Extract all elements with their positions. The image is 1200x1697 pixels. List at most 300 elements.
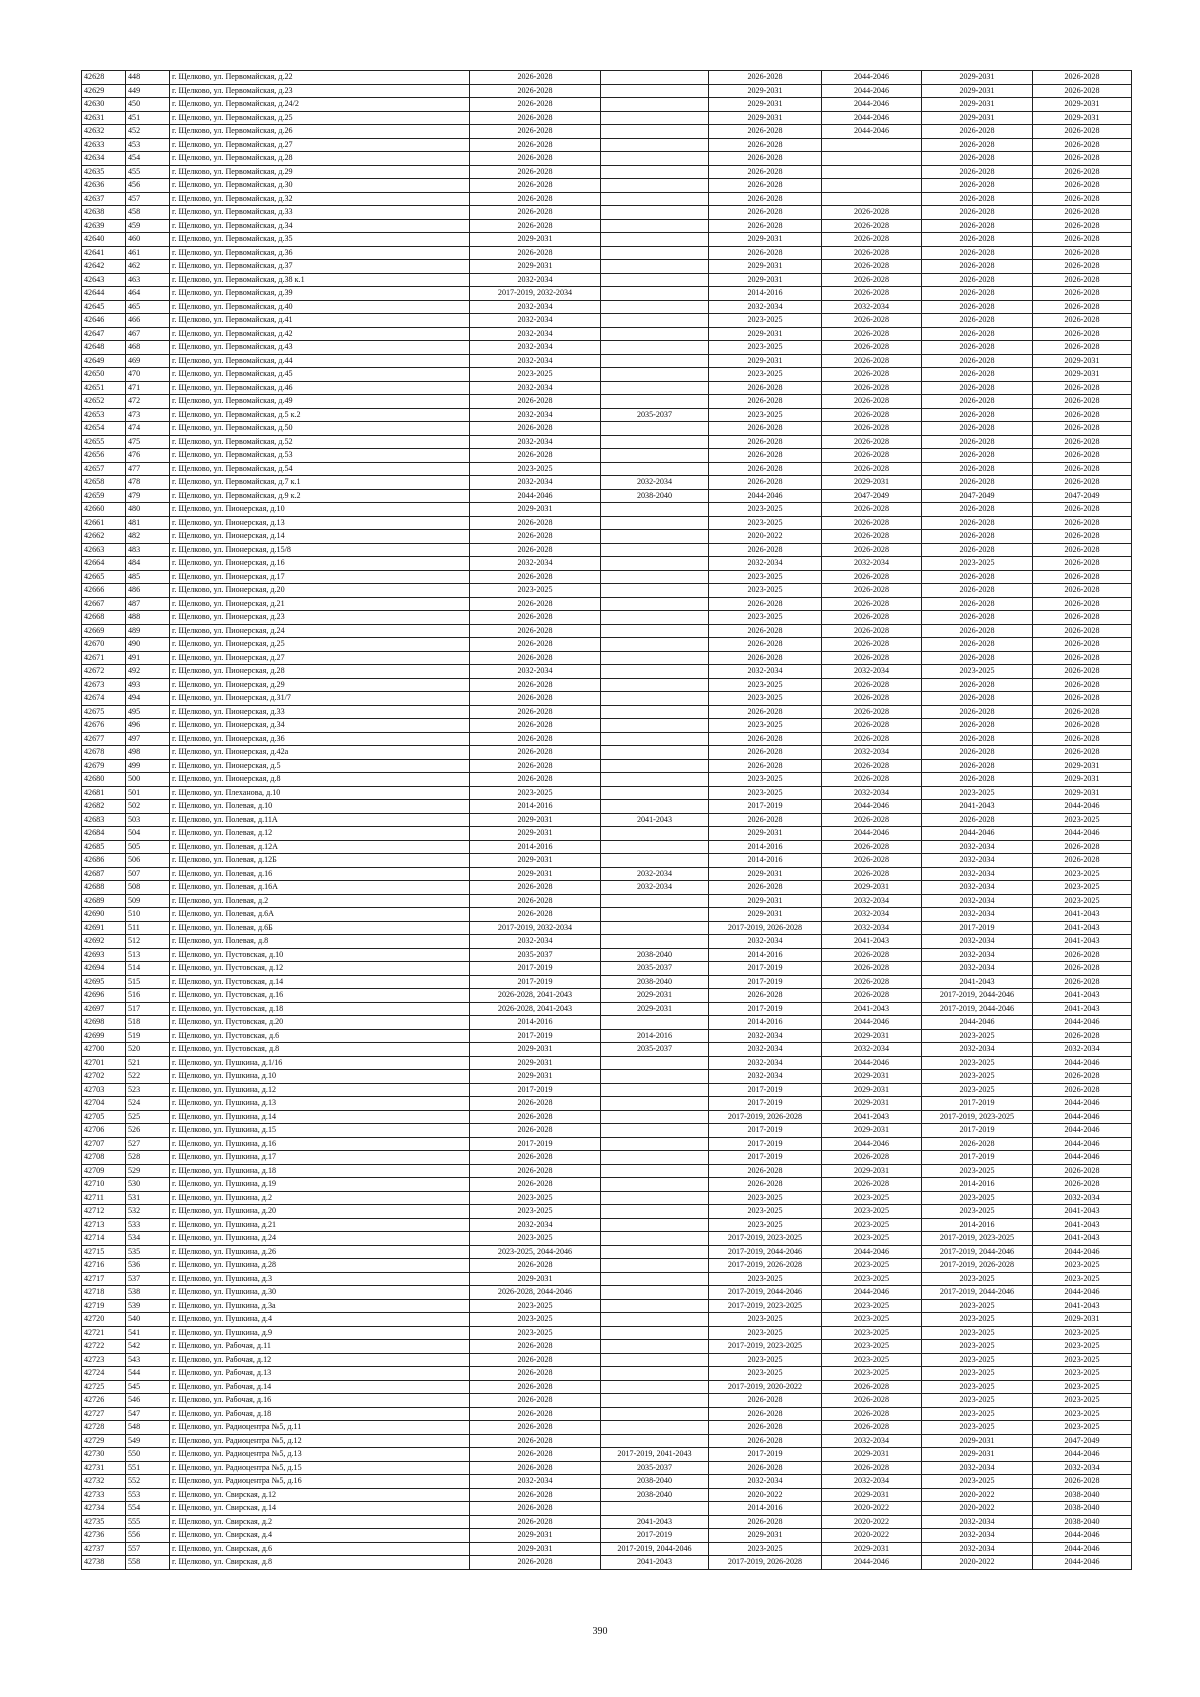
period-cell-2	[601, 935, 709, 949]
table-row	[82, 665, 1132, 679]
period-cell-5: 2026-2028	[922, 395, 1033, 409]
row-number-cell: 471	[126, 381, 170, 395]
period-cell-1: 2029-2031	[470, 1272, 601, 1286]
period-cell-6: 2026-2028	[1033, 692, 1132, 706]
period-cell-4: 2044-2046	[822, 125, 922, 139]
table-row	[82, 1542, 1132, 1556]
row-number-cell: 498	[126, 746, 170, 760]
address-cell: г. Щелково, ул. Пионерская, д.36	[170, 732, 470, 746]
period-cell-3: 2014-2016	[709, 854, 822, 868]
address-cell: г. Щелково, ул. Пионерская, д.14	[170, 530, 470, 544]
table-row	[82, 287, 1132, 301]
row-number-cell: 523	[126, 1083, 170, 1097]
period-cell-4: 2026-2028	[822, 1421, 922, 1435]
period-cell-6: 2026-2028	[1033, 300, 1132, 314]
period-cell-3: 2023-2025	[709, 692, 822, 706]
period-cell-1: 2032-2034	[470, 341, 601, 355]
address-cell: г. Щелково, ул. Пионерская, д.29	[170, 678, 470, 692]
period-cell-2	[601, 705, 709, 719]
period-cell-6: 2044-2046	[1033, 1529, 1132, 1543]
address-cell: г. Щелково, ул. Пушкина, д.28	[170, 1259, 470, 1273]
period-cell-3: 2023-2025	[709, 314, 822, 328]
period-cell-2: 2041-2043	[601, 1556, 709, 1570]
row-id-cell: 42679	[82, 759, 126, 773]
period-cell-4: 2026-2028	[822, 233, 922, 247]
period-cell-3: 2017-2019, 2026-2028	[709, 921, 822, 935]
period-cell-2	[601, 84, 709, 98]
period-cell-4: 2044-2046	[822, 1016, 922, 1030]
row-id-cell: 42700	[82, 1043, 126, 1057]
period-cell-6: 2026-2028	[1033, 341, 1132, 355]
address-cell: г. Щелково, ул. Пушкина, д.2	[170, 1191, 470, 1205]
table-row	[82, 827, 1132, 841]
period-cell-4: 2029-2031	[822, 1488, 922, 1502]
period-cell-6: 2026-2028	[1033, 395, 1132, 409]
period-cell-4: 2026-2028	[822, 584, 922, 598]
period-cell-6: 2044-2046	[1033, 1056, 1132, 1070]
row-number-cell: 551	[126, 1461, 170, 1475]
address-cell: г. Щелково, ул. Пушкина, д.15	[170, 1124, 470, 1138]
address-cell: г. Щелково, ул. Первомайская, д.24/2	[170, 98, 470, 112]
period-cell-4: 2026-2028	[822, 867, 922, 881]
period-cell-2	[601, 1110, 709, 1124]
period-cell-1: 2026-2028	[470, 1367, 601, 1381]
period-cell-6: 2026-2028	[1033, 1164, 1132, 1178]
period-cell-2	[601, 800, 709, 814]
period-cell-4: 2041-2043	[822, 1002, 922, 1016]
table-row	[82, 368, 1132, 382]
period-cell-5: 2032-2034	[922, 1542, 1033, 1556]
table-row	[82, 476, 1132, 490]
period-cell-6: 2041-2043	[1033, 908, 1132, 922]
period-cell-5: 2026-2028	[922, 759, 1033, 773]
row-id-cell: 42715	[82, 1245, 126, 1259]
period-cell-2: 2017-2019, 2041-2043	[601, 1448, 709, 1462]
period-cell-5: 2026-2028	[922, 678, 1033, 692]
period-cell-5: 2026-2028	[922, 246, 1033, 260]
period-cell-1: 2026-2028	[470, 125, 601, 139]
table-row	[82, 1232, 1132, 1246]
period-cell-3: 2023-2025	[709, 570, 822, 584]
address-cell: г. Щелково, ул. Пустовская, д.16	[170, 989, 470, 1003]
period-cell-6: 2044-2046	[1033, 1124, 1132, 1138]
table-row	[82, 516, 1132, 530]
row-number-cell: 468	[126, 341, 170, 355]
period-cell-4: 2044-2046	[822, 111, 922, 125]
period-cell-5: 2029-2031	[922, 1448, 1033, 1462]
row-id-cell: 42639	[82, 219, 126, 233]
period-cell-5: 2026-2028	[922, 530, 1033, 544]
period-cell-3: 2017-2019, 2023-2025	[709, 1340, 822, 1354]
period-cell-1: 2032-2034	[470, 408, 601, 422]
period-cell-3: 2023-2025	[709, 1353, 822, 1367]
period-cell-2	[601, 611, 709, 625]
row-number-cell: 524	[126, 1097, 170, 1111]
period-cell-3: 2023-2025	[709, 1313, 822, 1327]
period-cell-5: 2023-2025	[922, 665, 1033, 679]
period-cell-4: 2029-2031	[822, 1070, 922, 1084]
period-cell-6: 2029-2031	[1033, 759, 1132, 773]
period-cell-4: 2026-2028	[822, 570, 922, 584]
period-cell-1: 2026-2028	[470, 219, 601, 233]
period-cell-4: 2026-2028	[822, 1178, 922, 1192]
period-cell-6: 2026-2028	[1033, 422, 1132, 436]
period-cell-3: 2026-2028	[709, 746, 822, 760]
row-number-cell: 542	[126, 1340, 170, 1354]
period-cell-6: 2023-2025	[1033, 881, 1132, 895]
row-number-cell: 460	[126, 233, 170, 247]
address-cell: г. Щелково, ул. Свирская, д.6	[170, 1542, 470, 1556]
period-cell-6: 2026-2028	[1033, 570, 1132, 584]
period-cell-4: 2026-2028	[822, 273, 922, 287]
period-cell-6: 2044-2046	[1033, 827, 1132, 841]
period-cell-1: 2029-2031	[470, 1529, 601, 1543]
period-cell-3: 2023-2025	[709, 678, 822, 692]
table-row	[82, 975, 1132, 989]
period-cell-4: 2044-2046	[822, 1286, 922, 1300]
period-cell-5: 2023-2025	[922, 1070, 1033, 1084]
period-cell-6: 2026-2028	[1033, 1083, 1132, 1097]
period-cell-1: 2026-2028, 2041-2043	[470, 989, 601, 1003]
address-cell: г. Щелково, ул. Первомайская, д.32	[170, 192, 470, 206]
address-cell: г. Щелково, ул. Пушкина, д.3а	[170, 1299, 470, 1313]
row-id-cell: 42640	[82, 233, 126, 247]
period-cell-6: 2026-2028	[1033, 962, 1132, 976]
period-cell-1: 2032-2034	[470, 314, 601, 328]
period-cell-2	[601, 1394, 709, 1408]
period-cell-2	[601, 368, 709, 382]
period-cell-1: 2026-2028	[470, 206, 601, 220]
period-cell-5: 2026-2028	[922, 773, 1033, 787]
period-cell-5: 2032-2034	[922, 1043, 1033, 1057]
period-cell-6: 2026-2028	[1033, 165, 1132, 179]
period-cell-3: 2014-2016	[709, 840, 822, 854]
period-cell-2	[601, 597, 709, 611]
table-row	[82, 1097, 1132, 1111]
row-number-cell: 483	[126, 543, 170, 557]
period-cell-2	[601, 341, 709, 355]
table-row	[82, 962, 1132, 976]
row-number-cell: 501	[126, 786, 170, 800]
address-cell: г. Щелково, ул. Полевая, д.6Б	[170, 921, 470, 935]
period-cell-3: 2032-2034	[709, 935, 822, 949]
period-cell-2	[601, 854, 709, 868]
period-cell-1: 2026-2028	[470, 773, 601, 787]
period-cell-3: 2026-2028	[709, 881, 822, 895]
table-row	[82, 908, 1132, 922]
row-number-cell: 475	[126, 435, 170, 449]
row-id-cell: 42635	[82, 165, 126, 179]
row-number-cell: 549	[126, 1434, 170, 1448]
period-cell-3: 2026-2028	[709, 1461, 822, 1475]
row-id-cell: 42705	[82, 1110, 126, 1124]
period-cell-5: 2026-2028	[922, 719, 1033, 733]
period-cell-1: 2029-2031	[470, 260, 601, 274]
row-id-cell: 42706	[82, 1124, 126, 1138]
row-number-cell: 513	[126, 948, 170, 962]
row-number-cell: 493	[126, 678, 170, 692]
period-cell-5: 2029-2031	[922, 111, 1033, 125]
period-cell-3: 2032-2034	[709, 1029, 822, 1043]
row-id-cell: 42723	[82, 1353, 126, 1367]
table-row	[82, 1191, 1132, 1205]
address-cell: г. Щелково, ул. Пушкина, д.20	[170, 1205, 470, 1219]
address-cell: г. Щелково, ул. Первомайская, д.54	[170, 462, 470, 476]
row-number-cell: 519	[126, 1029, 170, 1043]
row-number-cell: 558	[126, 1556, 170, 1570]
address-cell: г. Щелково, ул. Первомайская, д.34	[170, 219, 470, 233]
table-row	[82, 1029, 1132, 1043]
period-cell-6: 2026-2028	[1033, 273, 1132, 287]
row-id-cell: 42684	[82, 827, 126, 841]
period-cell-2	[601, 1245, 709, 1259]
table-row	[82, 894, 1132, 908]
period-cell-3: 2029-2031	[709, 827, 822, 841]
address-cell: г. Щелково, ул. Пионерская, д.8	[170, 773, 470, 787]
row-number-cell: 531	[126, 1191, 170, 1205]
period-cell-6: 2026-2028	[1033, 449, 1132, 463]
period-cell-5: 2023-2025	[922, 1205, 1033, 1219]
row-id-cell: 42661	[82, 516, 126, 530]
period-cell-4: 2026-2028	[822, 597, 922, 611]
period-cell-6: 2023-2025	[1033, 894, 1132, 908]
address-cell: г. Щелково, ул. Пушкина, д.9	[170, 1326, 470, 1340]
period-cell-1: 2026-2028	[470, 1151, 601, 1165]
period-cell-1: 2026-2028	[470, 759, 601, 773]
period-cell-6: 2026-2028	[1033, 327, 1132, 341]
period-cell-5: 2026-2028	[922, 422, 1033, 436]
table-row	[82, 1245, 1132, 1259]
period-cell-2	[601, 462, 709, 476]
row-id-cell: 42696	[82, 989, 126, 1003]
row-id-cell: 42676	[82, 719, 126, 733]
address-cell: г. Щелково, ул. Первомайская, д.9 к.2	[170, 489, 470, 503]
period-cell-6: 2026-2028	[1033, 651, 1132, 665]
period-cell-2	[601, 908, 709, 922]
period-cell-1: 2023-2025	[470, 786, 601, 800]
row-number-cell: 464	[126, 287, 170, 301]
row-id-cell: 42693	[82, 948, 126, 962]
row-id-cell: 42689	[82, 894, 126, 908]
period-cell-4: 2026-2028	[822, 516, 922, 530]
period-cell-2	[601, 503, 709, 517]
period-cell-2: 2038-2040	[601, 1475, 709, 1489]
period-cell-3: 2017-2019, 2044-2046	[709, 1286, 822, 1300]
period-cell-4: 2026-2028	[822, 840, 922, 854]
period-cell-1: 2017-2019	[470, 1137, 601, 1151]
period-cell-4: 2026-2028	[822, 219, 922, 233]
address-cell: г. Щелково, ул. Первомайская, д.30	[170, 179, 470, 193]
period-cell-6: 2044-2046	[1033, 1137, 1132, 1151]
row-id-cell: 42722	[82, 1340, 126, 1354]
table-body	[82, 71, 1132, 1570]
period-cell-4: 2023-2025	[822, 1259, 922, 1273]
period-cell-3: 2017-2019	[709, 975, 822, 989]
period-cell-4: 2032-2034	[822, 746, 922, 760]
address-cell: г. Щелково, ул. Полевая, д.12А	[170, 840, 470, 854]
address-cell: г. Щелково, ул. Полевая, д.16А	[170, 881, 470, 895]
period-cell-1: 2026-2028	[470, 692, 601, 706]
table-row	[82, 1475, 1132, 1489]
period-cell-1: 2029-2031	[470, 854, 601, 868]
period-cell-1: 2026-2028	[470, 1124, 601, 1138]
row-id-cell: 42694	[82, 962, 126, 976]
period-cell-5: 2026-2028	[922, 597, 1033, 611]
period-cell-3: 2026-2028	[709, 219, 822, 233]
row-number-cell: 529	[126, 1164, 170, 1178]
table-row	[82, 1448, 1132, 1462]
period-cell-2	[601, 719, 709, 733]
period-cell-1: 2029-2031	[470, 827, 601, 841]
period-cell-5: 2026-2028	[922, 233, 1033, 247]
table-row	[82, 705, 1132, 719]
period-cell-3: 2026-2028	[709, 422, 822, 436]
period-cell-2	[601, 246, 709, 260]
period-cell-5: 2023-2025	[922, 1299, 1033, 1313]
row-id-cell: 42735	[82, 1515, 126, 1529]
period-cell-3: 2026-2028	[709, 1421, 822, 1435]
row-id-cell: 42628	[82, 71, 126, 85]
period-cell-5: 2032-2034	[922, 908, 1033, 922]
row-number-cell: 508	[126, 881, 170, 895]
period-cell-6: 2026-2028	[1033, 854, 1132, 868]
row-id-cell: 42636	[82, 179, 126, 193]
period-cell-5: 2032-2034	[922, 1529, 1033, 1543]
row-id-cell: 42737	[82, 1542, 126, 1556]
table-row	[82, 854, 1132, 868]
row-id-cell: 42668	[82, 611, 126, 625]
address-cell: г. Щелково, ул. Первомайская, д.53	[170, 449, 470, 463]
period-cell-1: 2023-2025	[470, 1326, 601, 1340]
period-cell-4: 2026-2028	[822, 759, 922, 773]
period-cell-4: 2020-2022	[822, 1529, 922, 1543]
period-cell-5: 2023-2025	[922, 1407, 1033, 1421]
table-row	[82, 1299, 1132, 1313]
period-cell-2: 2032-2034	[601, 476, 709, 490]
period-cell-2	[601, 921, 709, 935]
address-cell: г. Щелково, ул. Свирская, д.4	[170, 1529, 470, 1543]
address-cell: г. Щелково, ул. Пионерская, д.17	[170, 570, 470, 584]
period-cell-2	[601, 1434, 709, 1448]
period-cell-1: 2026-2028	[470, 1394, 601, 1408]
period-cell-4: 2026-2028	[822, 543, 922, 557]
row-number-cell: 504	[126, 827, 170, 841]
period-cell-5: 2026-2028	[922, 219, 1033, 233]
address-cell: г. Щелково, ул. Первомайская, д.7 к.1	[170, 476, 470, 490]
period-cell-3: 2023-2025	[709, 1191, 822, 1205]
period-cell-5: 2026-2028	[922, 435, 1033, 449]
period-cell-1: 2023-2025, 2044-2046	[470, 1245, 601, 1259]
period-cell-4: 2029-2031	[822, 476, 922, 490]
period-cell-1: 2026-2028	[470, 624, 601, 638]
period-cell-1: 2029-2031	[470, 813, 601, 827]
period-cell-3: 2017-2019, 2023-2025	[709, 1232, 822, 1246]
row-number-cell: 489	[126, 624, 170, 638]
row-number-cell: 510	[126, 908, 170, 922]
row-id-cell: 42691	[82, 921, 126, 935]
period-cell-4: 2026-2028	[822, 341, 922, 355]
period-cell-6: 2044-2046	[1033, 1016, 1132, 1030]
period-cell-1: 2026-2028	[470, 1421, 601, 1435]
period-cell-2: 2038-2040	[601, 1488, 709, 1502]
address-cell: г. Щелково, ул. Пушкина, д.3	[170, 1272, 470, 1286]
row-id-cell: 42660	[82, 503, 126, 517]
period-cell-1: 2026-2028	[470, 651, 601, 665]
table-row	[82, 557, 1132, 571]
period-cell-1: 2026-2028	[470, 1502, 601, 1516]
period-cell-3: 2017-2019, 2026-2028	[709, 1556, 822, 1570]
row-number-cell: 482	[126, 530, 170, 544]
period-cell-6: 2026-2028	[1033, 246, 1132, 260]
row-number-cell: 557	[126, 1542, 170, 1556]
address-cell: г. Щелково, ул. Первомайская, д.50	[170, 422, 470, 436]
period-cell-2: 2035-2037	[601, 1461, 709, 1475]
period-cell-2	[601, 233, 709, 247]
address-cell: г. Щелково, ул. Пионерская, д.23	[170, 611, 470, 625]
period-cell-6: 2026-2028	[1033, 732, 1132, 746]
period-cell-6: 2044-2046	[1033, 1542, 1132, 1556]
period-cell-5: 2017-2019, 2044-2046	[922, 1002, 1033, 1016]
row-number-cell: 479	[126, 489, 170, 503]
period-cell-2	[601, 206, 709, 220]
row-id-cell: 42664	[82, 557, 126, 571]
row-number-cell: 550	[126, 1448, 170, 1462]
address-cell: г. Щелково, ул. Радиоцентра №5, д.11	[170, 1421, 470, 1435]
address-cell: г. Щелково, ул. Пушкина, д.1/16	[170, 1056, 470, 1070]
period-cell-2	[601, 1070, 709, 1084]
period-cell-2	[601, 192, 709, 206]
table-row	[82, 530, 1132, 544]
row-number-cell: 532	[126, 1205, 170, 1219]
period-cell-5: 2032-2034	[922, 948, 1033, 962]
period-cell-4: 2023-2025	[822, 1272, 922, 1286]
address-cell: г. Щелково, ул. Пионерская, д.27	[170, 651, 470, 665]
period-cell-2	[601, 570, 709, 584]
period-cell-5: 2029-2031	[922, 71, 1033, 85]
period-cell-3: 2032-2034	[709, 557, 822, 571]
period-cell-5: 2026-2028	[922, 125, 1033, 139]
table-row	[82, 408, 1132, 422]
period-cell-4: 2023-2025	[822, 1367, 922, 1381]
period-cell-6: 2032-2034	[1033, 1191, 1132, 1205]
period-cell-4: 2023-2025	[822, 1191, 922, 1205]
period-cell-1: 2026-2028	[470, 165, 601, 179]
period-cell-3: 2023-2025	[709, 1205, 822, 1219]
period-cell-2	[601, 651, 709, 665]
address-cell: г. Щелково, ул. Пушкина, д.4	[170, 1313, 470, 1327]
period-cell-6: 2026-2028	[1033, 287, 1132, 301]
period-cell-1: 2026-2028	[470, 98, 601, 112]
period-cell-6: 2026-2028	[1033, 624, 1132, 638]
row-id-cell: 42703	[82, 1083, 126, 1097]
period-cell-5: 2029-2031	[922, 1434, 1033, 1448]
row-number-cell: 485	[126, 570, 170, 584]
address-cell: г. Щелково, ул. Пушкина, д.16	[170, 1137, 470, 1151]
table-row	[82, 1164, 1132, 1178]
period-cell-2	[601, 678, 709, 692]
row-number-cell: 469	[126, 354, 170, 368]
period-cell-5: 2023-2025	[922, 1029, 1033, 1043]
period-cell-1: 2026-2028	[470, 1515, 601, 1529]
period-cell-4: 2026-2028	[822, 503, 922, 517]
row-number-cell: 505	[126, 840, 170, 854]
period-cell-3: 2026-2028	[709, 989, 822, 1003]
row-id-cell: 42674	[82, 692, 126, 706]
address-cell: г. Щелково, ул. Полевая, д.2	[170, 894, 470, 908]
period-cell-4: 2044-2046	[822, 84, 922, 98]
period-cell-6: 2026-2028	[1033, 1475, 1132, 1489]
period-cell-3: 2029-2031	[709, 908, 822, 922]
